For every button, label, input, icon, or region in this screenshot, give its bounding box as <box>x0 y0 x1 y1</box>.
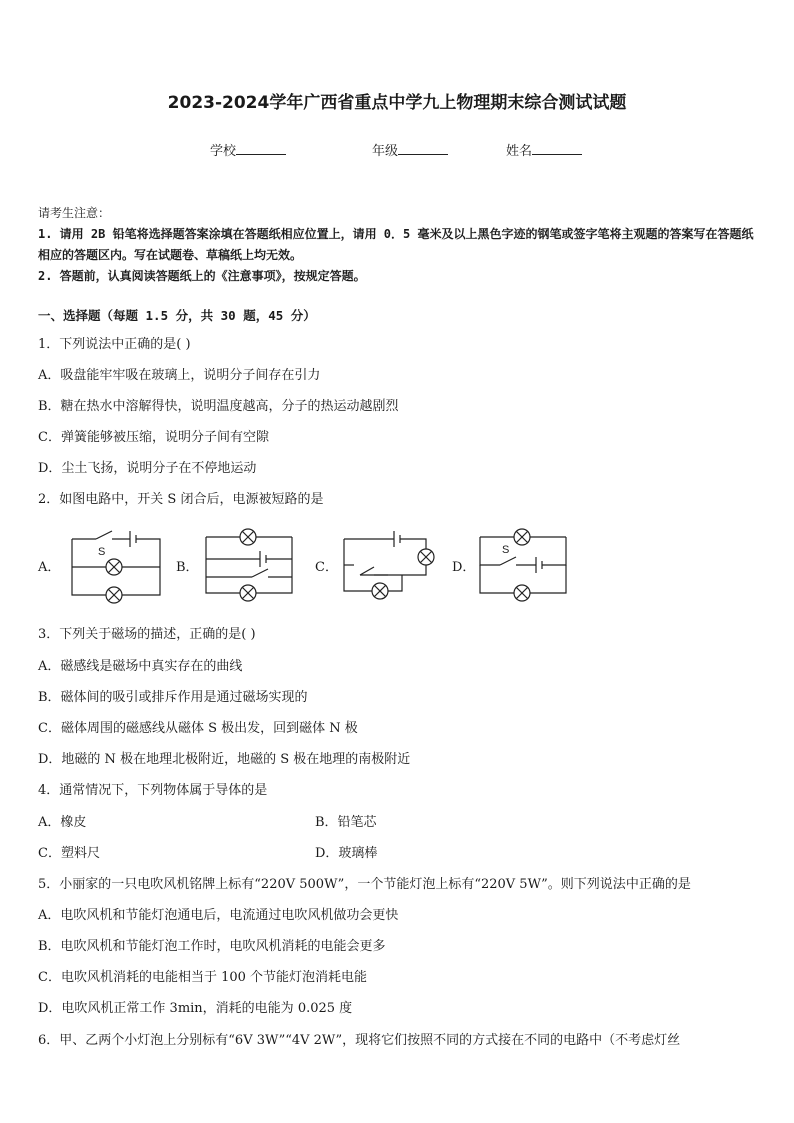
q2-label-d: D． <box>452 560 476 575</box>
name-blank <box>532 142 582 155</box>
notice-heading: 请考生注意： <box>38 206 111 220</box>
q4-stem: 4．通常情况下，下列物体属于导体的是 <box>38 783 268 798</box>
circuit-diagram-d <box>476 525 572 605</box>
q5-option-a: A．电吹风机和节能灯泡通电后，电流通过电吹风机做功会更快 <box>38 908 399 923</box>
q5-option-b: B．电吹风机和节能灯泡工作时，电吹风机消耗的电能会更多 <box>38 939 386 954</box>
notice-item-1: 1. 请用 2B 铅笔将选择题答案涂填在答题纸相应位置上，请用 0．5 毫米及以上黑色字迹的钢笔或签字笔将主观题的答案写在答题纸相应的答题区内。写在试题卷、草稿纸上均无效。 <box>38 227 754 262</box>
q2-label-c: C． <box>315 560 338 575</box>
name-field <box>506 140 582 159</box>
q3-option-a: A．磁感线是磁场中真实存在的曲线 <box>38 659 243 674</box>
q3-option-c: C．磁体周围的磁感线从磁体 S 极出发，回到磁体 N 极 <box>38 721 358 736</box>
q1-option-d: D．尘土飞扬，说明分子在不停地运动 <box>38 461 257 476</box>
q4-option-d: D．玻璃棒 <box>315 846 378 861</box>
q4-option-a: A．橡皮 <box>38 815 87 830</box>
switch-label-d: S <box>502 544 510 556</box>
q5-option-d: D．电吹风机正常工作 3min，消耗的电能为 0.025 度 <box>38 1001 353 1016</box>
school-field <box>210 140 286 159</box>
notice-item-2: 2. 答题前，认真阅读答题纸上的《注意事项》，按规定答题。 <box>38 269 366 283</box>
switch-label: S <box>98 546 106 558</box>
q6-stem: 6．甲、乙两个小灯泡上分别标有“6V 3W”“4V 2W”，现将它们按照不同的方式接在不同的电路中（不考虑灯丝 <box>38 1033 681 1048</box>
grade-blank <box>398 142 448 155</box>
q1-option-a: A．吸盘能牢牢吸在玻璃上，说明分子间存在引力 <box>38 368 321 383</box>
q5-stem: 5．小丽家的一只电吹风机铭牌上标有“220V 500W”，一个节能灯泡上标有“220V 5W”。则下列说法中正确的是 <box>38 877 691 892</box>
q1-option-c: C．弹簧能够被压缩，说明分子间有空隙 <box>38 430 269 445</box>
q2-label-a: A． <box>38 560 61 575</box>
grade-field <box>372 140 448 159</box>
q3-option-d: D．地磁的 N 极在地理北极附近，地磁的 S 极在地理的南极附近 <box>38 752 411 767</box>
school-blank <box>236 142 286 155</box>
q3-stem: 3．下列关于磁场的描述，正确的是( ) <box>38 627 256 642</box>
name-label: 姓名 <box>506 144 533 159</box>
q2-label-b: B． <box>176 560 199 575</box>
exam-notice <box>38 203 760 287</box>
circuit-diagram-b <box>202 525 298 605</box>
q1-option-b: B．糖在热水中溶解得快，说明温度越高，分子的热运动越剧烈 <box>38 399 399 414</box>
circuit-diagram-c <box>340 525 440 605</box>
grade-label: 年级 <box>372 144 399 159</box>
q2-stem: 2．如图电路中，开关 S 闭合后，电源被短路的是 <box>38 492 324 507</box>
q4-option-c: C．塑料尺 <box>38 846 100 861</box>
q1-stem: 1．下列说法中正确的是( ) <box>38 337 191 352</box>
school-label: 学校 <box>210 144 237 159</box>
q4-option-b: B．铅笔芯 <box>315 815 377 830</box>
page-title: 2023-2024学年广西省重点中学九上物理期末综合测试试题 <box>167 93 627 113</box>
q3-option-b: B．磁体间的吸引或排斥作用是通过磁场实现的 <box>38 690 308 705</box>
q5-option-c: C．电吹风机消耗的电能相当于 100 个节能灯泡消耗电能 <box>38 970 368 985</box>
section-title: 一、选择题（每题 1.5 分，共 30 题，45 分） <box>38 308 316 323</box>
circuit-diagram-a <box>68 525 164 605</box>
